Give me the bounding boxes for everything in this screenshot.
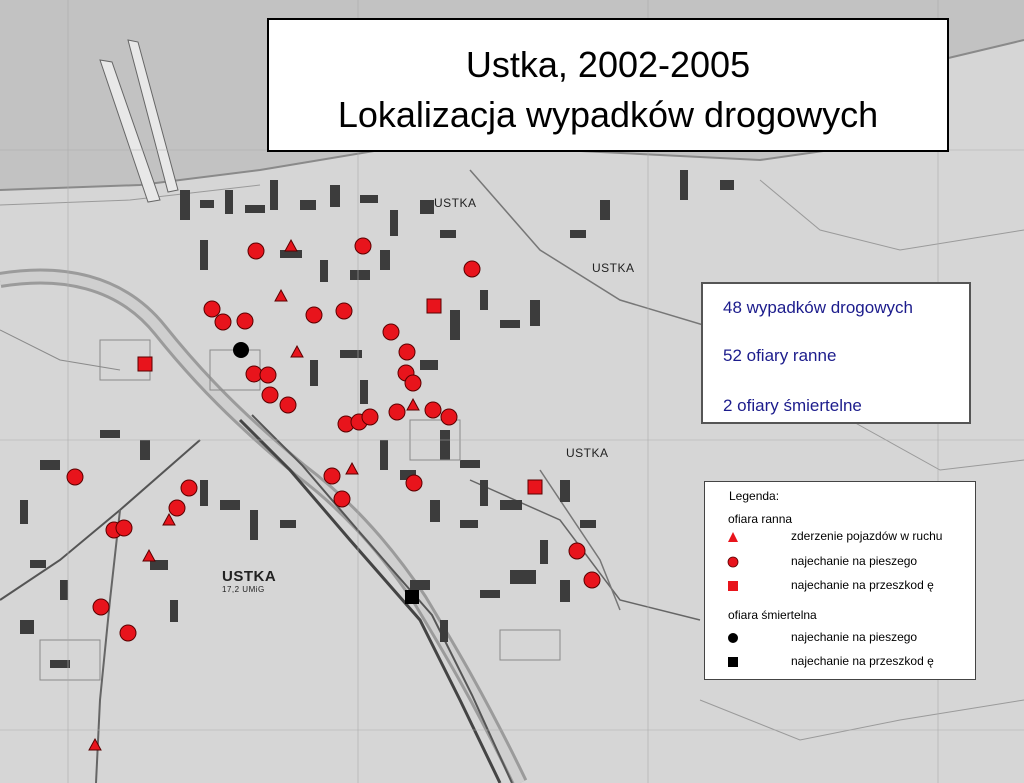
- accident-marker: [406, 475, 422, 491]
- stat-killed: 2 ofiary śmiertelne: [723, 396, 862, 415]
- legend-item-obstacle-injured: [705, 578, 975, 594]
- place-label-ustka-main: [222, 568, 276, 594]
- accident-marker: [237, 313, 253, 329]
- place-label-ustka-east: USTKA: [592, 261, 635, 275]
- legend-item-pedestrian-fatal: [705, 630, 975, 646]
- legend-item-label: zderzenie pojazdów w ruchu: [791, 529, 943, 543]
- map-title-box: [267, 18, 949, 152]
- accident-marker: [67, 469, 83, 485]
- place-label-ustka-main-name: USTKA: [222, 568, 277, 585]
- accident-marker: [569, 543, 585, 559]
- legend-group-fatal: ofiara śmiertelna: [728, 608, 817, 622]
- accident-marker: [260, 367, 276, 383]
- map-title: Ustka, 2002-2005: [465, 44, 751, 85]
- accident-marker: [383, 324, 399, 340]
- accident-marker: [116, 520, 132, 536]
- accident-marker: [306, 307, 322, 323]
- accident-marker: [138, 357, 152, 371]
- accident-marker: [355, 238, 371, 254]
- accident-marker: [405, 375, 421, 391]
- stat-injured: 52 ofiary ranne: [723, 346, 837, 365]
- square-icon: [727, 580, 739, 592]
- accident-marker: [181, 480, 197, 496]
- accident-marker: [120, 625, 136, 641]
- accident-marker: [262, 387, 278, 403]
- accident-marker: [389, 404, 405, 420]
- legend-item-obstacle-fatal: [705, 654, 975, 670]
- accident-marker: [464, 261, 480, 277]
- legend-item-pedestrian-injured: [705, 554, 975, 570]
- legend-group-injured: ofiara ranna: [728, 512, 793, 526]
- accident-marker: [93, 599, 109, 615]
- legend-item-label: najechanie na przeszkod ę: [791, 578, 934, 592]
- circle-icon: [727, 556, 739, 568]
- accident-marker: [169, 500, 185, 516]
- legend-title: Legenda:: [729, 489, 780, 503]
- accident-marker: [324, 468, 340, 484]
- legend: [704, 481, 976, 680]
- legend-item-label: najechanie na pieszego: [791, 630, 918, 644]
- accident-marker: [334, 491, 350, 507]
- square-icon: [727, 656, 739, 668]
- accident-marker: [427, 299, 441, 313]
- legend-item-collision: [705, 529, 975, 545]
- map-subtitle: Lokalizacja wypadków drogowych: [337, 94, 879, 135]
- accident-marker: [441, 409, 457, 425]
- place-label-ustka-southeast: USTKA: [566, 446, 609, 460]
- accident-marker: [425, 402, 441, 418]
- accident-marker: [336, 303, 352, 319]
- accident-marker: [204, 301, 220, 317]
- accident-marker: [584, 572, 600, 588]
- circle-icon: [727, 632, 739, 644]
- accident-marker: [280, 397, 296, 413]
- accident-marker: [399, 344, 415, 360]
- accident-marker: [215, 314, 231, 330]
- fatal-marker: [405, 590, 419, 604]
- place-label-ustka-north: USTKA: [434, 196, 477, 210]
- legend-item-label: najechanie na pieszego: [791, 554, 918, 568]
- statistics-box: [701, 282, 971, 424]
- place-label-ustka-main-sub: 17,2 UMiG: [222, 585, 265, 594]
- accident-marker: [248, 243, 264, 259]
- legend-item-label: najechanie na przeszkod ę: [791, 654, 934, 668]
- fatal-marker: [233, 342, 249, 358]
- accident-marker: [362, 409, 378, 425]
- stat-accidents: 48 wypadków drogowych: [723, 298, 913, 317]
- triangle-icon: [727, 531, 739, 543]
- accident-marker: [528, 480, 542, 494]
